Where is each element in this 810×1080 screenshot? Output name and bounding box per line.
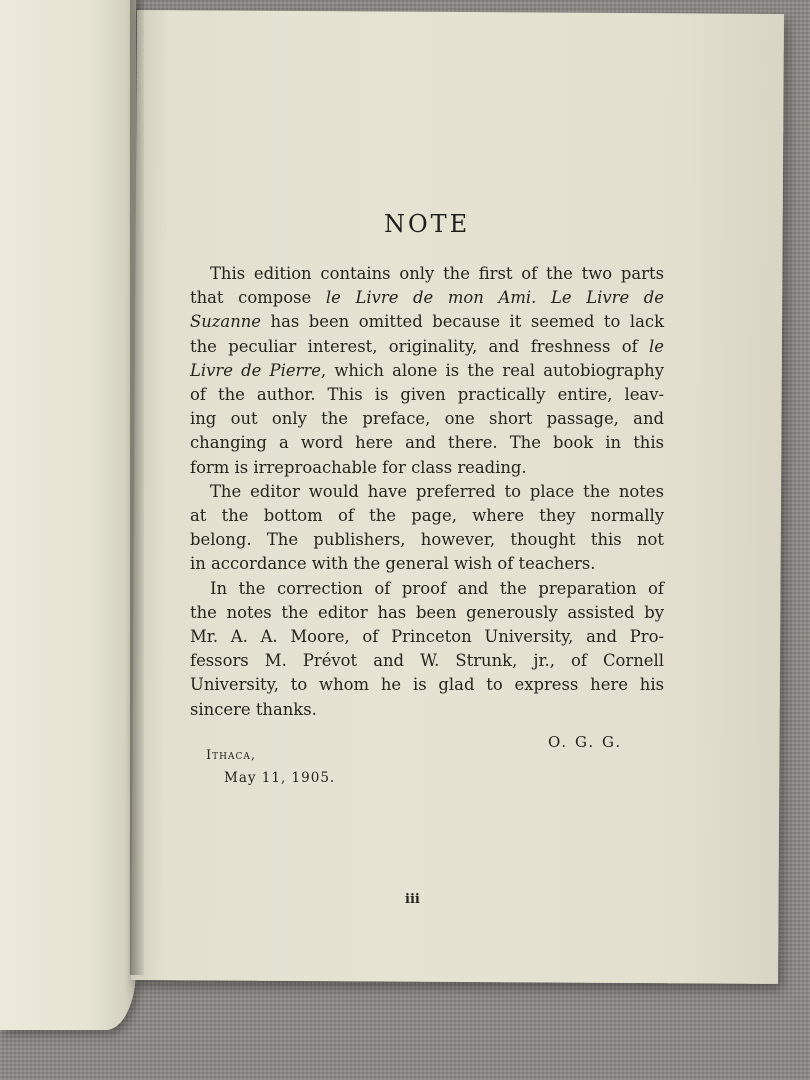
text-line: Mr. A. A. Moore, of Princeton University, and Pro- (190, 627, 664, 647)
place-line: Ithaca, (206, 748, 257, 763)
page-number: iii (405, 892, 420, 907)
text-line: form is irreproachable for class reading. (190, 457, 527, 477)
text-line: Livre de Pierre, which alone is the real autobiography (190, 360, 664, 380)
text-line: in accordance with the general wish of teachers. (190, 554, 596, 574)
text-line: changing a word here and there. The book in this (190, 433, 664, 453)
text-line: belong. The publishers, however, thought this not (190, 530, 664, 550)
text-line: the peculiar interest, originality, and freshness of le (190, 336, 664, 356)
text-line: of the author. This is given practically entire, leav- (190, 385, 664, 405)
text-line: Suzanne has been omitted because it seemed to lack (190, 312, 664, 332)
text-line: University, to whom he is glad to express here his (190, 675, 664, 695)
text-line: In the correction of proof and the preparation of (210, 578, 664, 598)
date-line: May 11, 1905. (224, 770, 336, 786)
text-line: the notes the editor has been generously assisted by (190, 602, 664, 622)
text-line: at the bottom of the page, where they normally (190, 506, 664, 526)
text-line: This edition contains only the first of the two parts (210, 264, 664, 283)
note-body (190, 262, 664, 722)
text-line: fessors M. Prévot and W. Strunk, jr., of Cornell (190, 651, 664, 671)
text-line: ing out only the preface, one short passage, and (190, 409, 664, 429)
page-title: NOTE (384, 210, 471, 238)
book-gutter-shadow (130, 0, 144, 975)
left-book-page (0, 0, 136, 1030)
text-line: sincere thanks. (190, 699, 317, 719)
text-line: The editor would have preferred to place the notes (210, 481, 664, 501)
text-line: that compose le Livre de mon Ami. Le Livre de (190, 288, 665, 308)
signature-initials: O. G. G. (548, 733, 623, 751)
